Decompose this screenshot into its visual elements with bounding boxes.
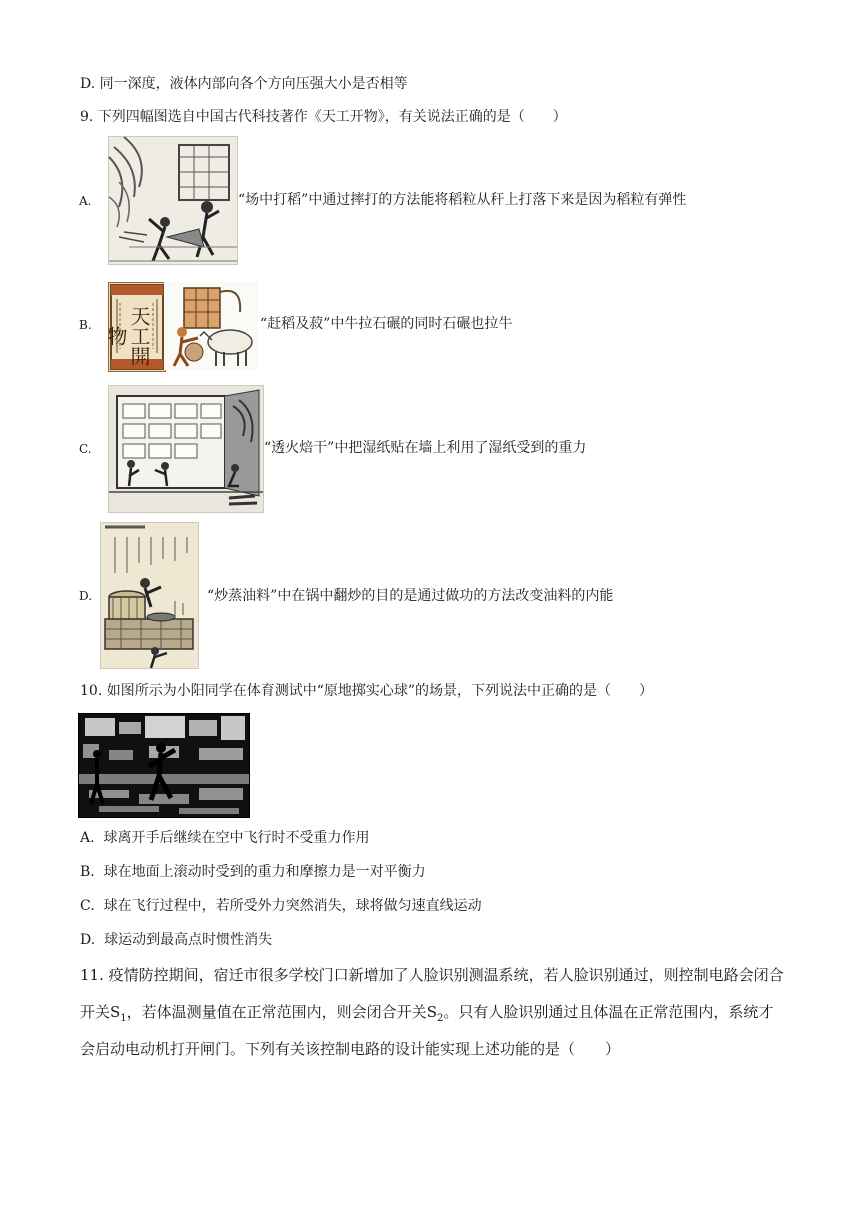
q11-text-kaiguan: 开关	[80, 1003, 111, 1021]
q10-option-a-text: 球离开手后继续在空中飞行时不受重力作用	[103, 830, 370, 846]
q10-option-b-letter: B.	[80, 864, 95, 880]
q10-image-shot-put	[78, 713, 250, 818]
q9-image-book-cover	[104, 282, 166, 372]
q8-option-d: D. 同一深度，液体内部向各个方向压强大小是否相等	[80, 76, 408, 92]
q9-option-c-text: “透火焙干”中把湿纸贴在墙上利用了湿纸受到的重力	[264, 440, 587, 456]
threshing-illustration	[109, 137, 237, 264]
q11-text-middle: ，若体温测量值在正常范围内，则会闭合开关	[126, 1003, 427, 1021]
q10-stem: 10. 如图所示为小阳同学在体育测试中“原地掷实心球”的场景，下列说法中正确的是（ ）	[80, 683, 654, 699]
q11-line-2	[80, 1001, 773, 1030]
switch-s1-symbol	[110, 1003, 127, 1024]
book-cover-title: 天工開物	[104, 306, 151, 366]
q9-image-frying-oil	[100, 522, 199, 669]
q10-option-a	[80, 828, 369, 848]
switch-s2-subscript: 2	[436, 1013, 444, 1024]
q9-option-d-letter: D.	[79, 589, 93, 603]
q10-option-c-text: 球在飞行过程中，若所受外力突然消失，球将做匀速直线运动	[103, 898, 482, 914]
q9-image-threshing	[108, 136, 238, 265]
frying-oil-illustration	[101, 523, 198, 668]
switch-s1-letter: S	[110, 1003, 121, 1021]
q9-option-b-letter: B.	[79, 318, 92, 332]
q9-image-ox-roller	[164, 282, 258, 370]
q10-option-d	[80, 930, 272, 950]
q11-line-1: 11. 疫情防控期间，宿迁市很多学校门口新增加了人脸识别测温系统，若人脸识别通过，则控制电路会闭合	[80, 966, 784, 984]
q10-option-b-text: 球在地面上滚动时受到的重力和摩擦力是一对平衡力	[103, 864, 426, 880]
q9-option-a-letter: A.	[79, 194, 92, 208]
q9-image-drying-paper	[108, 385, 264, 513]
ox-roller-illustration	[164, 282, 258, 370]
switch-s2-symbol	[426, 1003, 444, 1024]
q10-option-d-text: 球运动到最高点时惯性消失	[104, 932, 273, 948]
q9-option-a-text: “场中打稻”中通过摔打的方法能将稻粒从秆上打落下来是因为稻粒有弹性	[238, 192, 687, 208]
q9-stem: 9. 下列四幅图选自中国古代科技著作《天工开物》，有关说法正确的是（ ）	[80, 109, 567, 125]
switch-s1-subscript: 1	[120, 1013, 127, 1024]
q10-option-b	[80, 862, 426, 882]
q11-text-end: 。只有人脸识别通过且体温在正常范围内，系统才	[443, 1003, 774, 1021]
q10-option-c	[80, 896, 482, 916]
q9-option-d-text: “炒蒸油料”中在锅中翻炒的目的是通过做功的方法改变油料的内能	[207, 588, 614, 604]
q10-option-c-letter: C.	[80, 898, 95, 914]
shot-put-photo-illustration	[79, 714, 249, 817]
q9-option-b-text: “赶稻及菽”中牛拉石碾的同时石碾也拉牛	[260, 316, 513, 332]
q9-option-c-letter: C.	[79, 442, 92, 456]
q10-option-d-letter: D.	[80, 932, 96, 948]
q11-line-3: 会启动电动机打开闸门。下列有关该控制电路的设计能实现上述功能的是（ ）	[80, 1040, 621, 1058]
drying-paper-illustration	[109, 386, 263, 512]
q10-option-a-letter: A.	[80, 830, 95, 846]
switch-s2-letter: S	[426, 1003, 437, 1021]
